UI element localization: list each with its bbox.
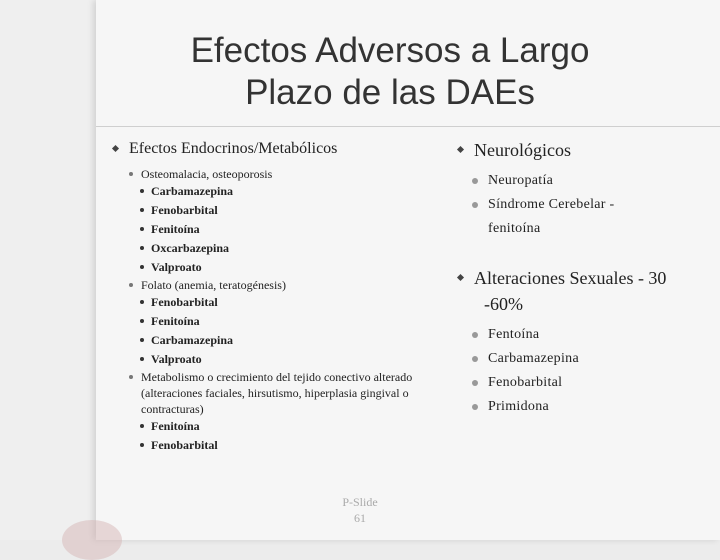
title-divider	[96, 126, 720, 127]
bullet-icon	[140, 319, 144, 323]
list-item: Primidona	[458, 395, 708, 419]
bullet-icon	[472, 404, 478, 410]
bullet-icon	[129, 375, 133, 379]
bullet-icon	[140, 246, 144, 250]
list-item: Síndrome Cerebelar -	[458, 193, 708, 217]
diamond-bullet-icon	[457, 146, 464, 153]
title-line-2: Plazo de las DAEs	[245, 73, 535, 112]
bullet-icon	[472, 202, 478, 208]
bullet-icon	[472, 356, 478, 362]
list-item: Fenobarbital	[458, 371, 708, 395]
bullet-icon	[140, 208, 144, 212]
list-item: Oxcarbazepina	[113, 239, 443, 258]
list-item: Carbamazepina	[458, 347, 708, 371]
bullet-icon	[129, 283, 133, 287]
sexual-list	[458, 323, 708, 419]
neuro-list	[458, 169, 708, 241]
bullet-icon	[140, 189, 144, 193]
bullet-icon	[140, 265, 144, 269]
list-item: Fenobarbital	[113, 293, 443, 312]
list-item: Carbamazepina	[113, 182, 443, 201]
bullet-icon	[140, 357, 144, 361]
bullet-icon	[472, 178, 478, 184]
bullet-icon	[140, 227, 144, 231]
diamond-bullet-icon	[457, 274, 464, 281]
list-item: Valproato	[113, 258, 443, 277]
group-2-label: Folato (anemia, teratogénesis)	[123, 277, 443, 293]
list-item: Fenitoína	[113, 220, 443, 239]
list-item: Fenobarbital	[113, 436, 443, 455]
group-3	[113, 369, 443, 455]
group-2	[113, 277, 443, 369]
bullet-icon	[140, 443, 144, 447]
left-heading-text: Efectos Endocrinos/Metabólicos	[129, 140, 338, 157]
list-item: Valproato	[113, 350, 443, 369]
list-item: Fenobarbital	[113, 201, 443, 220]
title-line-1: Efectos Adversos a Largo	[190, 31, 590, 70]
logo-seal	[62, 520, 122, 560]
bullet-icon	[129, 172, 133, 176]
neuro-heading: Neurológicos	[458, 140, 708, 161]
bullet-icon	[472, 332, 478, 338]
list-item: Fenitoína	[113, 417, 443, 436]
bullet-icon	[472, 380, 478, 386]
left-heading	[113, 140, 443, 158]
left-column	[113, 140, 443, 455]
diamond-bullet-icon	[112, 145, 119, 152]
bullet-icon	[140, 338, 144, 342]
slide-number: P-Slide 61	[342, 495, 378, 525]
list-item: Fentoína	[458, 323, 708, 347]
slide-title	[96, 30, 684, 114]
list-item: Neuropatía	[458, 169, 708, 193]
group-3-label: Metabolismo o crecimiento del tejido conectivo alterado (alteraciones faciales, hirsutismo, hiperplasia gingival o contracturas)	[123, 369, 443, 417]
sexual-heading: Alteraciones Sexuales - 30 -60%	[458, 265, 708, 317]
bullet-icon	[140, 424, 144, 428]
group-1	[113, 166, 443, 277]
list-item: Carbamazepina	[113, 331, 443, 350]
group-1-label: Osteomalacia, osteoporosis	[123, 166, 443, 182]
right-column	[458, 140, 708, 419]
bullet-icon	[140, 300, 144, 304]
list-item: Fenitoína	[113, 312, 443, 331]
list-item-continuation: fenitoína	[488, 221, 541, 236]
